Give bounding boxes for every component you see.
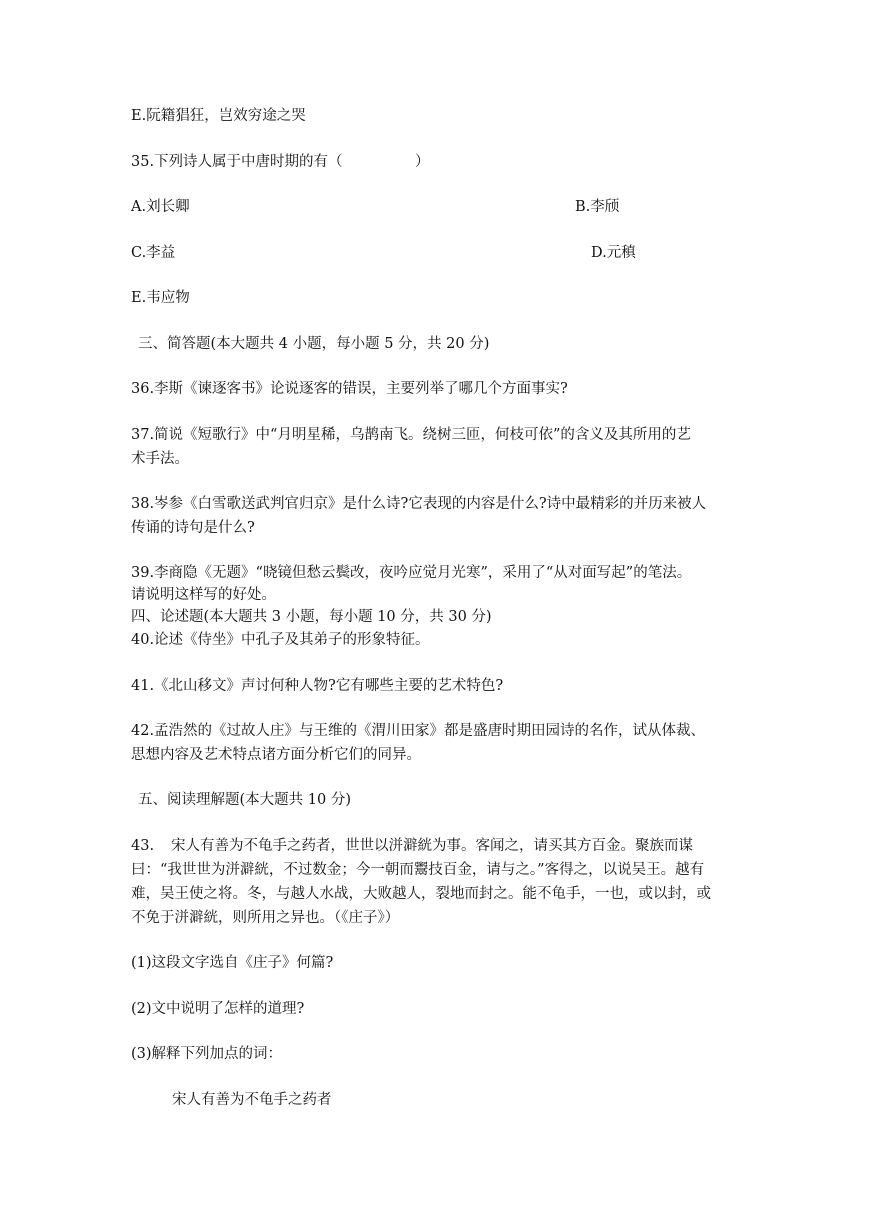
q35-option-e: E.韦应物 (131, 290, 190, 306)
q35-stem: 35.下列诗人属于中唐时期的有（ ） (131, 154, 430, 170)
q43-sub2: (2)文中说明了怎样的道理? (131, 1001, 305, 1017)
q43-line2: 曰：“我世世为洴澼絖，不过数金；今一朝而鬻技百金，请与之。”客得之，以说吴王。越有 (131, 862, 705, 878)
q43-passage-line1: 宋人有善为不龟手之药者，世世以洴澼絖为事。客闻之，请买其方百金。聚族而谋 (171, 838, 693, 854)
q37-line2: 术手法。 (131, 451, 189, 467)
q41-text: 41.《北山移文》声讨何种人物?它有哪些主要的艺术特色? (131, 678, 504, 694)
q40-text: 40.论述《侍坐》中孔子及其弟子的形象特征。 (131, 632, 430, 648)
section3-heading: 三、简答题(本大题共 4 小题，每小题 5 分，共 20 分) (138, 336, 490, 352)
q39-line2: 请说明这样写的好处。 (131, 587, 276, 603)
q43-example: 宋人有善为不龟手之药者 (172, 1092, 332, 1108)
q35-option-d: D.元稹 (591, 245, 636, 261)
q39-line1: 39.李商隐《无题》“晓镜但愁云鬓改，夜吟应觉月光寒”，采用了“从对面写起”的笔法。 (131, 565, 692, 581)
section5-heading: 五、阅读理解题(本大题共 10 分) (138, 792, 351, 808)
q43-line1 (131, 834, 693, 858)
q38-line2: 传诵的诗句是什么? (131, 520, 255, 536)
q43-line4: 不免于洴澼絖，则所用之异也。（《庄子》） (131, 910, 400, 926)
q35-option-c: C.李益 (131, 245, 176, 261)
q38-line1: 38.岑参《白雪歌送武判官归京》是什么诗?它表现的内容是什么?诗中最精彩的并历来被人 (131, 496, 707, 512)
q34-option-e: E.阮籍猖狂，岂效穷途之哭 (131, 108, 306, 124)
q43-line3: 难，吴王使之将。冬，与越人水战，大败越人，裂地而封之。能不龟手，一也，或以封，或 (131, 886, 711, 902)
q35-option-b: B.李颀 (575, 199, 620, 215)
q42-line1: 42.孟浩然的《过故人庄》与王维的《渭川田家》都是盛唐时期田园诗的名作，试从体裁、 (131, 723, 706, 739)
q36-text: 36.李斯《谏逐客书》论说逐客的错误，主要列举了哪几个方面事实? (131, 381, 568, 397)
q37-line1: 37.简说《短歌行》中“月明星稀，乌鹊南飞。绕树三匝，何枝可依”的含义及其所用的艺 (131, 427, 691, 443)
q43-number: 43. (131, 838, 155, 854)
q43-sub1: (1)这段文字选自《庄子》何篇? (131, 955, 334, 971)
q35-option-a: A.刘长卿 (131, 199, 190, 215)
q43-sub3: (3)解释下列加点的词： (131, 1046, 283, 1062)
q42-line2: 思想内容及艺术特点诸方面分析它们的同异。 (131, 747, 421, 763)
section4-heading: 四、论述题(本大题共 3 小题，每小题 10 分，共 30 分) (131, 609, 492, 625)
